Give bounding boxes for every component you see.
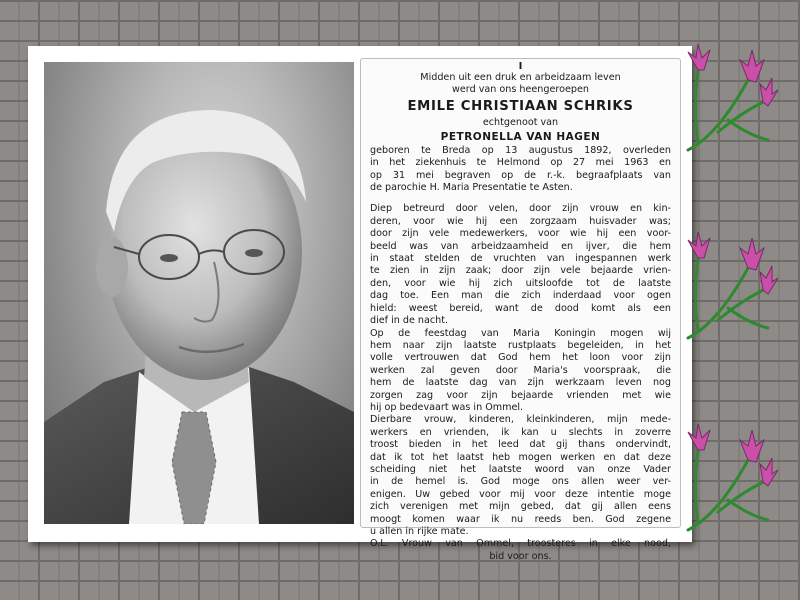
intro-line-2: werd van ons heengeroepen <box>452 84 589 96</box>
portrait-photo <box>44 62 354 524</box>
flower-icon <box>668 40 780 160</box>
flower-icon <box>668 420 780 540</box>
obituary-text-panel <box>360 58 681 562</box>
spouse-name: PETRONELLA VAN HAGEN <box>440 130 601 143</box>
flower-icon <box>668 228 780 348</box>
prayer-line: O.L. Vrouw van Ommel, troosteres in elke nood, bid voor ons. <box>370 538 671 562</box>
bio-paragraph: geboren te Breda op 13 augustus 1892, overleden in het ziekenhuis te Helmond op 27 mei 1963 en op 31 mei begraven op de r.-k. begraafplaats van de parochie H. Maria Presentatie te Asten. <box>370 144 671 194</box>
tribute-paragraph-1: Diep betreurd door velen, door zijn vrouw en kin- deren, voor wie hij een zorgzaam huisvader was; door zijn vele medewerkers, voor wie hij een voor- beeld was van arbeidzaamheid en ijver, die hem in staat stelden de vruchten van ingespannen werk te zien in zijn zaak; door zijn vele bejaarde vrien- den, voor wie hij zich uitsloofde tot de laatste dag toe. Een man die zich inderdaad voor ogen hield: weest bereid, want de dood komt als een dief in de nacht. <box>370 203 671 327</box>
farewell-paragraph: Dierbare vrouw, kinderen, kleinkinderen, mijn mede- werkers en vrienden, ik kan u slechts in zoverre troost bieden in het leed dat gij thans ondervindt, dat ik tot het laatst heb mogen werken en dat deze scheiding niet het laatste woord van onze Vader in de hemel is. God moge ons allen weer ver- enigen. Uw gebed voor mij voor deze intentie moge zich verenigen met mijn gebed, dat gij allen eens moogt komen waar ik nu reeds ben. God zegene u allen in rijke mate. <box>370 414 671 537</box>
spouse-label: echtgenoot van <box>482 116 559 128</box>
intro-line-1: Midden uit een druk en arbeidzaam leven <box>420 72 621 83</box>
cross-icon: I <box>518 61 523 72</box>
ear-shape <box>96 237 128 297</box>
memorial-card <box>28 46 692 562</box>
tribute-paragraph-2: Op de feestdag van Maria Koningin mogen wij hem naar zijn laatste rustplaats begeleiden, in het volle vertrouwen dat God hem het loon voor zijn werken zal geven door Maria's voorspraak, die hem de laatste dag van zijn werkzaam leven nog zorgen zag voor zijn bejaarde vrienden met wie hij op bedevaart was in Ommel. <box>370 327 671 413</box>
deceased-name: EMILE CHRISTIAAN SCHRIKS <box>407 98 634 114</box>
portrait-illustration <box>44 62 354 524</box>
